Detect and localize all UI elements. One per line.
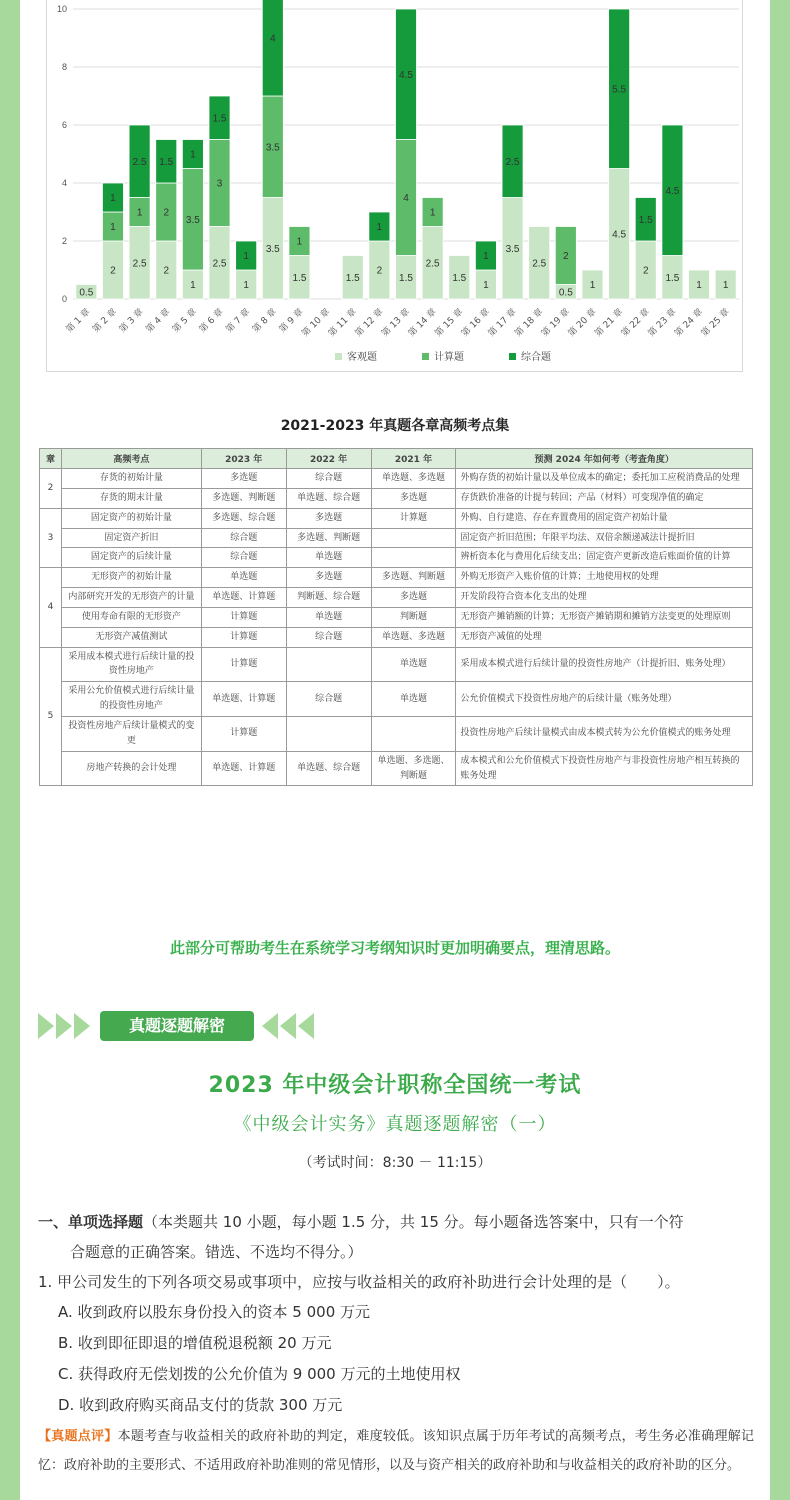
x-tick-label: 第 19 章: [540, 307, 572, 340]
forecast-cell: 无形资产减值的处理: [456, 627, 753, 647]
topic-cell: 无形资产的初始计量: [61, 568, 201, 588]
y-tick-label: 6: [61, 120, 67, 130]
data-label: 2: [563, 251, 569, 262]
forecast-cell: 成本模式和公允价值模式下投资性房地产与非投资性房地产相互转换的账务处理: [456, 751, 753, 786]
data-label: 3.5: [185, 214, 200, 226]
year-cell: 综合题: [201, 528, 286, 548]
year-cell: 多选题、判断题: [286, 528, 371, 548]
x-tick-label: 第 2 章: [91, 307, 120, 335]
x-tick-label: 第 11 章: [326, 307, 359, 340]
exam-title: 2023 年中级会计职称全国统一考试: [208, 1073, 582, 1098]
chevron-right-icon: [38, 1013, 54, 1039]
topic-cell: 投资性房地产后续计量模式的变更: [61, 716, 201, 751]
forecast-cell: 无形资产摊销额的计算；无形资产摊销期和摊销方法变更的处理原则: [456, 607, 753, 627]
data-label: 0.5: [558, 287, 573, 299]
x-tick-label: 第 6 章: [197, 307, 226, 335]
table-row: [40, 588, 753, 608]
x-tick-label: 第 21 章: [593, 307, 626, 340]
x-tick-label: 第 15 章: [433, 307, 466, 340]
data-label: 1: [483, 251, 489, 262]
y-tick-label: 10: [56, 4, 67, 14]
year-cell: 单选题、计算题: [201, 588, 286, 608]
data-label: 4.5: [665, 185, 680, 197]
data-label: 2: [163, 207, 170, 219]
option-c: C. 获得政府无偿划拨的公允价值为 9 000 万元的土地使用权: [58, 1365, 461, 1383]
forecast-cell: 存货跌价准备的计提与转回；产品（材料）可变现净值的确定: [456, 488, 753, 508]
chapter-cell: 2: [40, 469, 62, 509]
year-cell: 判断题: [371, 607, 456, 627]
data-label: 1.5: [638, 214, 653, 226]
table-row: [40, 568, 753, 588]
data-label: 3.5: [265, 142, 280, 154]
legend-swatch: [509, 353, 516, 360]
year-cell: [286, 716, 371, 751]
left-border-stripe: [0, 0, 20, 1500]
topic-cell: 无形资产减值测试: [61, 627, 201, 647]
topic-cell: 固定资产的初始计量: [61, 508, 201, 528]
data-label: 1.5: [292, 272, 307, 284]
x-tick-label: 第 13 章: [380, 307, 413, 340]
table-row: [40, 682, 753, 717]
x-tick-label: 第 12 章: [353, 307, 386, 340]
right-border-stripe: [770, 0, 790, 1500]
forecast-cell: 投资性房地产后续计量模式由成本模式转为公允价值模式的账务处理: [456, 716, 753, 751]
table-row: [40, 647, 753, 682]
forecast-cell: 固定资产折旧范围；年限平均法、双倍余额递减法计提折旧: [456, 528, 753, 548]
stacked-bar-chart: [47, 0, 744, 372]
data-label: 1: [190, 149, 196, 161]
year-cell: 计算题: [201, 716, 286, 751]
chapter-cell: 5: [40, 647, 62, 786]
data-label: 2.5: [532, 258, 547, 270]
data-label: 1: [483, 280, 489, 291]
data-label: 1: [296, 236, 303, 248]
data-label: 1.5: [665, 272, 680, 284]
legend-label: 计算题: [434, 352, 464, 363]
data-label: 1: [429, 207, 436, 219]
year-cell: 多选题: [286, 508, 371, 528]
table-header-cell: 高频考点: [61, 449, 201, 469]
year-cell: 多选题: [201, 469, 286, 489]
year-cell: 计算题: [201, 647, 286, 682]
x-tick-label: 第 5 章: [171, 307, 200, 335]
x-tick-label: 第 20 章: [566, 307, 599, 340]
data-label: 1: [722, 280, 729, 291]
year-cell: 判断题、综合题: [286, 588, 371, 608]
topic-cell: 采用公允价值模式进行后续计量的投资性房地产: [61, 682, 201, 717]
table-row: [40, 488, 753, 508]
data-label: 2: [642, 265, 649, 277]
year-cell: 单选题、计算题: [201, 751, 286, 786]
data-label: 2.5: [132, 156, 147, 168]
legend-label: 客观题: [347, 352, 377, 363]
y-tick-label: 0: [61, 294, 67, 304]
table-row: [40, 528, 753, 548]
section-banner: [0, 1011, 790, 1041]
year-cell: 多选题、综合题: [201, 508, 286, 528]
section-intro-line2: 合题意的正确答案。错选、不选均不得分。）: [70, 1243, 363, 1261]
year-cell: 计算题: [371, 508, 456, 528]
data-label: 3.5: [265, 243, 280, 255]
year-cell: 多选题: [371, 488, 456, 508]
x-tick-label: 第 7 章: [224, 307, 253, 335]
year-cell: 多选题: [371, 588, 456, 608]
year-cell: 多选题、判断题: [371, 568, 456, 588]
x-tick-label: 第 16 章: [460, 307, 493, 340]
x-tick-label: 第 8 章: [251, 307, 279, 335]
legend-swatch: [335, 353, 342, 360]
table-row: [40, 469, 753, 489]
data-label: 1: [696, 280, 702, 291]
data-label: 1.5: [345, 272, 360, 284]
year-cell: 单选题、综合题: [286, 488, 371, 508]
table-row: [40, 607, 753, 627]
question-stem: 1. 甲公司发生的下列各项交易或事项中，应按与收益相关的政府补助进行会计处理的是（ ）。: [38, 1273, 680, 1291]
topic-cell: 存货的期末计量: [61, 488, 201, 508]
year-cell: 单选题、多选题: [371, 469, 456, 489]
topic-cell: 内部研究开发的无形资产的计量: [61, 588, 201, 608]
data-label: 2.5: [425, 258, 440, 270]
x-tick-label: 第 24 章: [673, 307, 706, 340]
table-title: 2021-2023 年真题各章高频考点集: [280, 418, 510, 434]
data-label: 3.5: [505, 243, 520, 255]
table-row: [40, 508, 753, 528]
x-tick-label: 第 14 章: [406, 307, 439, 340]
data-label: 2.5: [132, 258, 147, 270]
chevron-left-icon: [280, 1013, 296, 1039]
forecast-cell: 外购、自行建造、存在弃置费用的固定资产初始计量: [456, 508, 753, 528]
data-label: 0.5: [79, 287, 94, 299]
x-tick-label: 第 22 章: [619, 307, 652, 340]
forecast-cell: 采用成本模式进行后续计量的投资性房地产（计提折旧、账务处理）: [456, 647, 753, 682]
topic-cell: 固定资产折旧: [61, 528, 201, 548]
x-tick-label: 第 3 章: [117, 307, 146, 335]
topic-cell: 固定资产的后续计量: [61, 548, 201, 568]
x-tick-label: 第 10 章: [300, 307, 333, 340]
data-label: 2: [110, 265, 116, 277]
chapter-cell: 4: [40, 568, 62, 647]
data-label: 2: [163, 265, 170, 277]
year-cell: 综合题: [201, 548, 286, 568]
year-cell: 单选题、综合题: [286, 751, 371, 786]
table-header-cell: 2021 年: [371, 449, 456, 469]
year-cell: 综合题: [286, 682, 371, 717]
review-text: 本题考查与收益相关的政府补助的判定，难度较低。该知识点属于历年考试的高频考点，考生务必准确理解记忆：政府补助的主要形式、不适用政府补助准则的常见情形，以及与资产相关的政府补助和与收益相关的政府补助的区分。: [38, 1429, 754, 1473]
data-label: 1.5: [452, 272, 467, 284]
data-label: 1: [136, 207, 143, 219]
section-heading: 一、单项选择题: [38, 1213, 144, 1231]
data-label: 1: [243, 251, 249, 262]
year-cell: 综合题: [286, 627, 371, 647]
data-label: 5.5: [612, 84, 627, 96]
forecast-cell: 开发阶段符合资本化支出的处理: [456, 588, 753, 608]
legend-label: 综合题: [521, 352, 551, 363]
y-tick-label: 2: [61, 236, 67, 246]
x-tick-label: 第 9 章: [277, 307, 306, 335]
year-cell: 多选题: [286, 568, 371, 588]
x-tick-label: 第 4 章: [144, 307, 173, 335]
table-header-cell: 2023 年: [201, 449, 286, 469]
year-cell: 多选题、判断题: [201, 488, 286, 508]
table-row: [40, 548, 753, 568]
exam-subtitle: 《中级会计实务》真题逐题解密（一）: [233, 1114, 557, 1135]
option-b: B. 收到即征即退的增值税退税额 20 万元: [58, 1334, 332, 1352]
section-intro-line1: （本类题共 10 小题，每小题 1.5 分，共 15 分。每小题备选答案中，只有一个符: [143, 1213, 684, 1231]
question-review: [38, 1422, 754, 1480]
forecast-cell: 公允价值模式下投资性房地产的后续计量（账务处理）: [456, 682, 753, 717]
year-cell: [286, 647, 371, 682]
data-label: 1: [110, 193, 116, 204]
bar-segment: [262, 0, 283, 96]
data-label: 1.5: [399, 272, 413, 284]
year-cell: [371, 528, 456, 548]
data-label: 2.5: [505, 156, 520, 168]
year-cell: 计算题: [201, 627, 286, 647]
forecast-cell: 外购无形资产入账价值的计算；土地使用权的处理: [456, 568, 753, 588]
x-tick-label: 第 25 章: [699, 307, 732, 340]
data-label: 1.5: [212, 113, 227, 125]
data-label: 1.5: [159, 156, 174, 168]
option-d: D. 收到政府购买商品支付的货款 300 万元: [58, 1396, 343, 1414]
legend-swatch: [422, 353, 429, 360]
chapter-cell: 3: [40, 508, 62, 568]
chevron-right-icon: [74, 1013, 90, 1039]
year-cell: 单选题: [201, 568, 286, 588]
chevron-left-icon: [262, 1013, 278, 1039]
topic-cell: 使用寿命有限的无形资产: [61, 607, 201, 627]
year-cell: 单选题、多选题、判断题: [371, 751, 456, 786]
data-label: 1: [243, 280, 249, 291]
banner-label: 真题逐题解密: [100, 1011, 254, 1041]
data-label: 4: [403, 193, 409, 204]
year-cell: 单选题: [286, 548, 371, 568]
table-row: [40, 751, 753, 786]
data-label: 2: [376, 265, 383, 277]
topic-cell: 存货的初始计量: [61, 469, 201, 489]
key-points-table: [39, 448, 753, 786]
table-header-cell: 章: [40, 449, 62, 469]
data-label: 1: [190, 280, 196, 291]
x-tick-label: 第 23 章: [646, 307, 679, 340]
y-tick-label: 8: [61, 62, 67, 72]
chevron-left-icon: [298, 1013, 314, 1039]
data-label: 1: [376, 222, 383, 233]
x-tick-label: 第 18 章: [513, 307, 546, 340]
data-label: 3: [216, 178, 223, 190]
data-label: 1: [110, 222, 116, 233]
table-row: [40, 716, 753, 751]
year-cell: 单选题: [286, 607, 371, 627]
forecast-cell: 外购存货的初始计量以及单位成本的确定；委托加工应税消费品的处理: [456, 469, 753, 489]
x-tick-label: 第 1 章: [64, 307, 93, 335]
table-header-cell: 预测 2024 年如何考（考查角度）: [456, 449, 753, 469]
table-row: [40, 627, 753, 647]
topic-cell: 房地产转换的会计处理: [61, 751, 201, 786]
year-cell: 单选题、计算题: [201, 682, 286, 717]
exam-time: （考试时间：8:30 － 11:15）: [298, 1155, 492, 1171]
year-cell: 单选题、多选题: [371, 627, 456, 647]
data-label: 2.5: [212, 258, 227, 270]
forecast-cell: 辨析资本化与费用化后续支出；固定资产更新改造后账面价值的计算: [456, 548, 753, 568]
year-cell: 综合题: [286, 469, 371, 489]
data-label: 4: [270, 33, 276, 45]
year-cell: [371, 548, 456, 568]
table-header-cell: 2022 年: [286, 449, 371, 469]
topic-cell: 采用成本模式进行后续计量的投资性房地产: [61, 647, 201, 682]
year-cell: 计算题: [201, 607, 286, 627]
x-tick-label: 第 17 章: [486, 307, 519, 340]
chevron-right-icon: [56, 1013, 72, 1039]
data-label: 4.5: [612, 229, 627, 241]
chart-panel: [46, 0, 743, 372]
data-label: 1: [589, 280, 596, 291]
table-header-row: [40, 449, 753, 469]
review-tag: 【真题点评】: [38, 1429, 118, 1444]
year-cell: 单选题: [371, 647, 456, 682]
option-a: A. 收到政府以股东身份投入的资本 5 000 万元: [58, 1303, 371, 1321]
y-tick-label: 4: [61, 178, 67, 188]
year-cell: [371, 716, 456, 751]
data-label: 4.5: [399, 69, 413, 81]
year-cell: 单选题: [371, 682, 456, 717]
section-intro: [38, 1207, 754, 1237]
study-tip: 此部分可帮助考生在系统学习考纲知识时更加明确要点，理清思路。: [169, 939, 620, 957]
